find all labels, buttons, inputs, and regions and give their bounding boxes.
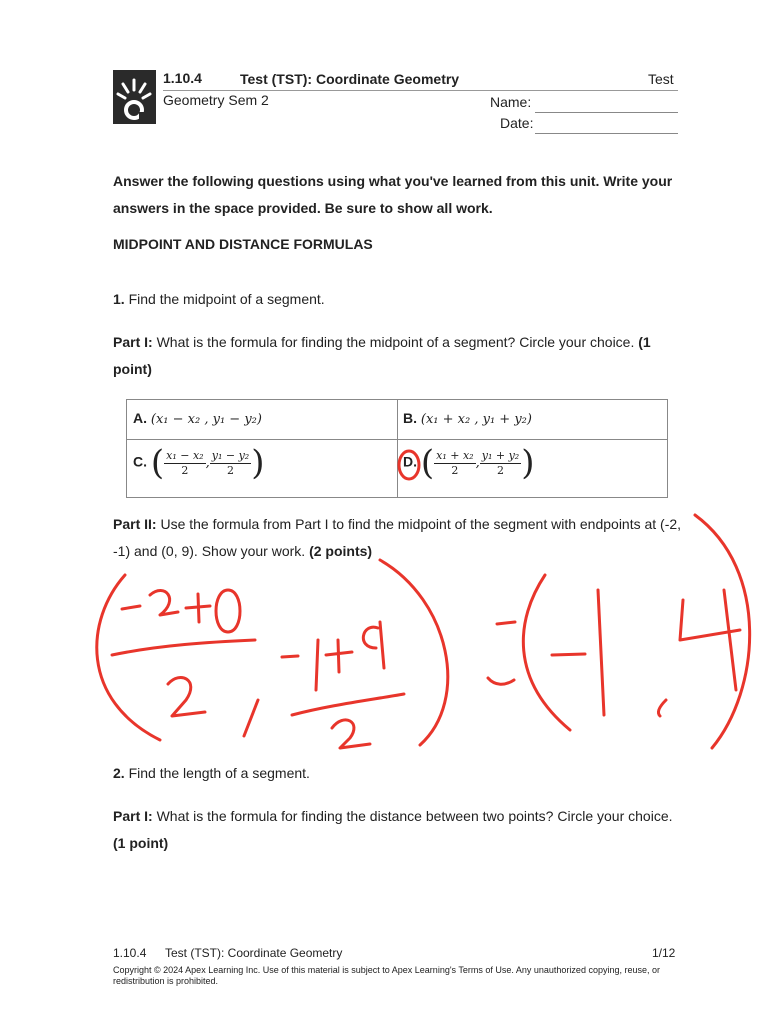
choice-c-frac-x: $\frac{\text{x₁ − x₂}}{2}$ [166,448,204,477]
choice-d-frac-x: $\frac{\text{x₁ + x₂}}{2}$ [436,448,474,477]
q1-part2-label: Part II: [113,516,157,532]
choice-c[interactable]: C. ( $\frac{\text{x₁ − x₂}}{2}$ , $\frac{\text{y₁ − y₂}}{2}$ ) [133,443,265,483]
date-field[interactable] [535,133,678,134]
q2-part1-points: (1 point) [113,835,169,851]
test-title: Test (TST): Coordinate Geometry [240,71,460,87]
section-heading: MIDPOINT AND DISTANCE FORMULAS [113,236,373,252]
q1-number: 1. [113,291,125,307]
q2-part1-text: What is the formula for finding the distance between two points? Circle your choice. [156,808,673,824]
name-field[interactable] [535,112,678,113]
choice-d[interactable]: D. ( $\frac{\text{x₁ + x₂}}{2}$ , $\frac{\text{y₁ + y₂}}{2}$ ) [403,443,535,483]
assessment-type: Test [648,71,674,87]
midpoint-choices-table [126,399,668,498]
course-name: Geometry Sem 2 [163,92,269,108]
header-rule [163,90,678,91]
choice-a[interactable]: A. (x₁ − x₂ , y₁ − y₂) [133,410,262,427]
q2-number: 2. [113,765,125,781]
name-label: Name: [490,94,532,110]
choice-a-formula: (x₁ − x₂ , y₁ − y₂) [150,412,262,427]
q1-part2-points: (2 points) [309,543,373,559]
footer-lesson-code: 1.10.4 [113,946,147,960]
choice-c-frac-y: $\frac{\text{y₁ − y₂}}{2}$ [211,448,250,477]
q1-text: Find the midpoint of a segment. [128,291,325,307]
page-number: 1/12 [652,946,676,960]
q2-part1-label: Part I: [113,808,153,824]
q1-prompt [113,286,683,313]
apex-logo-icon [113,70,156,124]
q1-part1-points: (1 point) [113,334,651,377]
q1-part2 [113,511,683,565]
instructions: Answer the following questions using what you've learned from this unit. Write your answers in the space provided. Be sure to show all work. [113,173,673,216]
q2-part1 [113,803,683,857]
choice-b[interactable]: B. (x₁ + x₂ , y₁ + y₂) [403,410,532,427]
q2-text: Find the length of a segment. [128,765,310,781]
choice-b-formula: (x₁ + x₂ , y₁ + y₂) [420,412,532,427]
q1-part1-text: What is the formula for finding the midpoint of a segment? Circle your choice. [156,334,635,350]
q2-prompt [113,760,683,787]
date-label: Date: [500,115,534,131]
lesson-code: 1.10.4 [163,70,202,86]
choice-d-frac-y: $\frac{\text{y₁ + y₂}}{2}$ [481,448,520,477]
ink-left-paren [97,575,160,740]
copyright-notice: Copyright © 2024 Apex Learning Inc. Use of this material is subject to Apex Learning's Terms of Use. Any unauthorized copying, reuse, or redistribution is prohibited. [113,965,660,986]
footer-title: Test (TST): Coordinate Geometry [165,946,343,960]
q1-part2-text: Use the formula from Part I to find the midpoint of the segment with endpoints at (-2, -1) and (0, 9). Show your work. [113,516,682,559]
q1-part1 [113,329,683,383]
q1-part1-label: Part I: [113,334,153,350]
